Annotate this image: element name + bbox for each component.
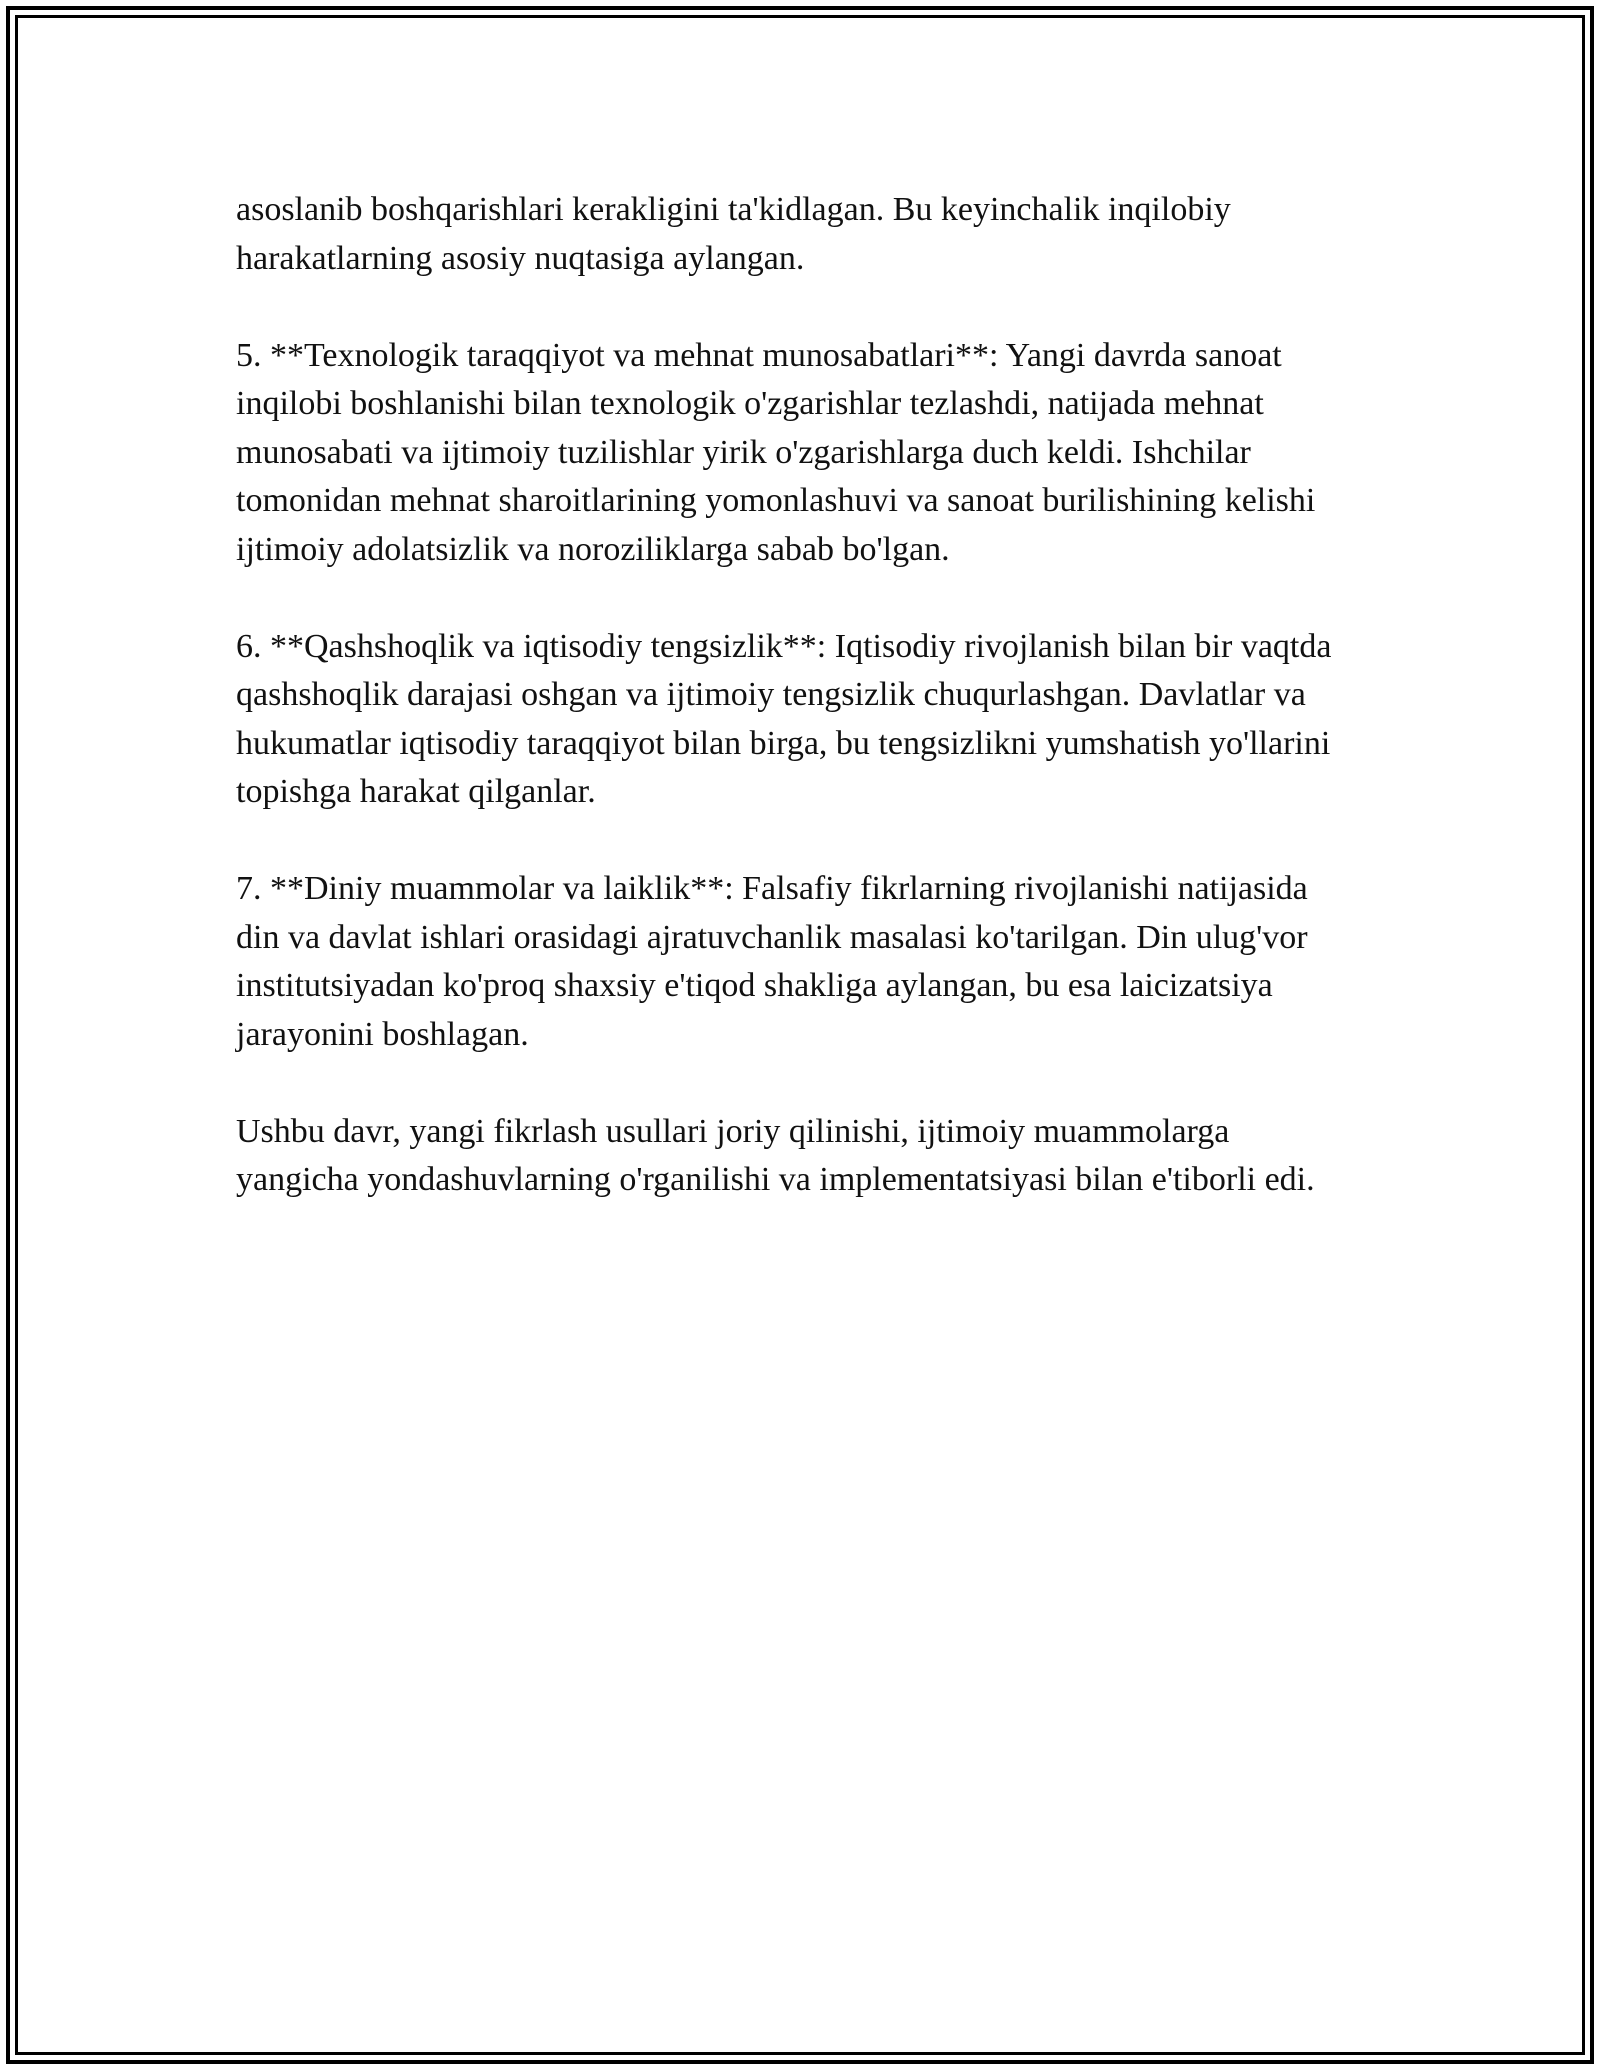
paragraph-item-7: 7. **Diniy muammolar va laiklik**: Falsafiy fikrlarning rivojlanishi natijasida din va davlat ishlari orasidagi ajratuvchanlik masalasi ko'tarilgan. Din ulug'vor institutsiyadan ko'proq shaxsiy e'tiqod shakliga aylangan, bu esa laicizatsiya jarayonini boshlagan. bbox=[236, 870, 1308, 1053]
paragraph-conclusion: Ushbu davr, yangi fikrlash usullari joriy qilinishi, ijtimoiy muammolarga yangicha yondashuvlarning o'rganilishi va implementatsiyasi bilan e'tiborli edi. bbox=[236, 1112, 1315, 1198]
paragraph-item-6: 6. **Qashshoqlik va iqtisodiy tengsizlik**: Iqtisodiy rivojlanish bilan bir vaqtda qashshoqlik darajasi oshgan va ijtimoiy tengsizlik chuqurlashgan. Davlatlar va hukumatlar iqtisodiy taraqqiyot bilan birga, bu tengsizlikni yumshatish yo'llarini topishga harakat qilganlar. bbox=[236, 627, 1332, 810]
paragraph-item-5: 5. **Texnologik taraqqiyot va mehnat munosabatlari**: Yangi davrda sanoat inqilobi boshlanishi bilan texnologik o'zgarishlar tezlashdi, natijada mehnat munosabati va ijtimoiy tuzilishlar yirik o'zgarishlarga duch keldi. Ishchilar tomonidan mehnat sharoitlarining yomonlashuvi va sanoat burilishining kelishi ijtimoiy adolatsizlik va noroziliklarga sabab bo'lgan. bbox=[236, 336, 1316, 568]
document-body bbox=[236, 186, 1356, 1205]
paragraph-intro-continuation: asoslanib boshqarishlari kerakligini ta'kidlagan. Bu keyinchalik inqilobiy harakatlarning asosiy nuqtasiga aylangan. bbox=[236, 191, 1231, 277]
